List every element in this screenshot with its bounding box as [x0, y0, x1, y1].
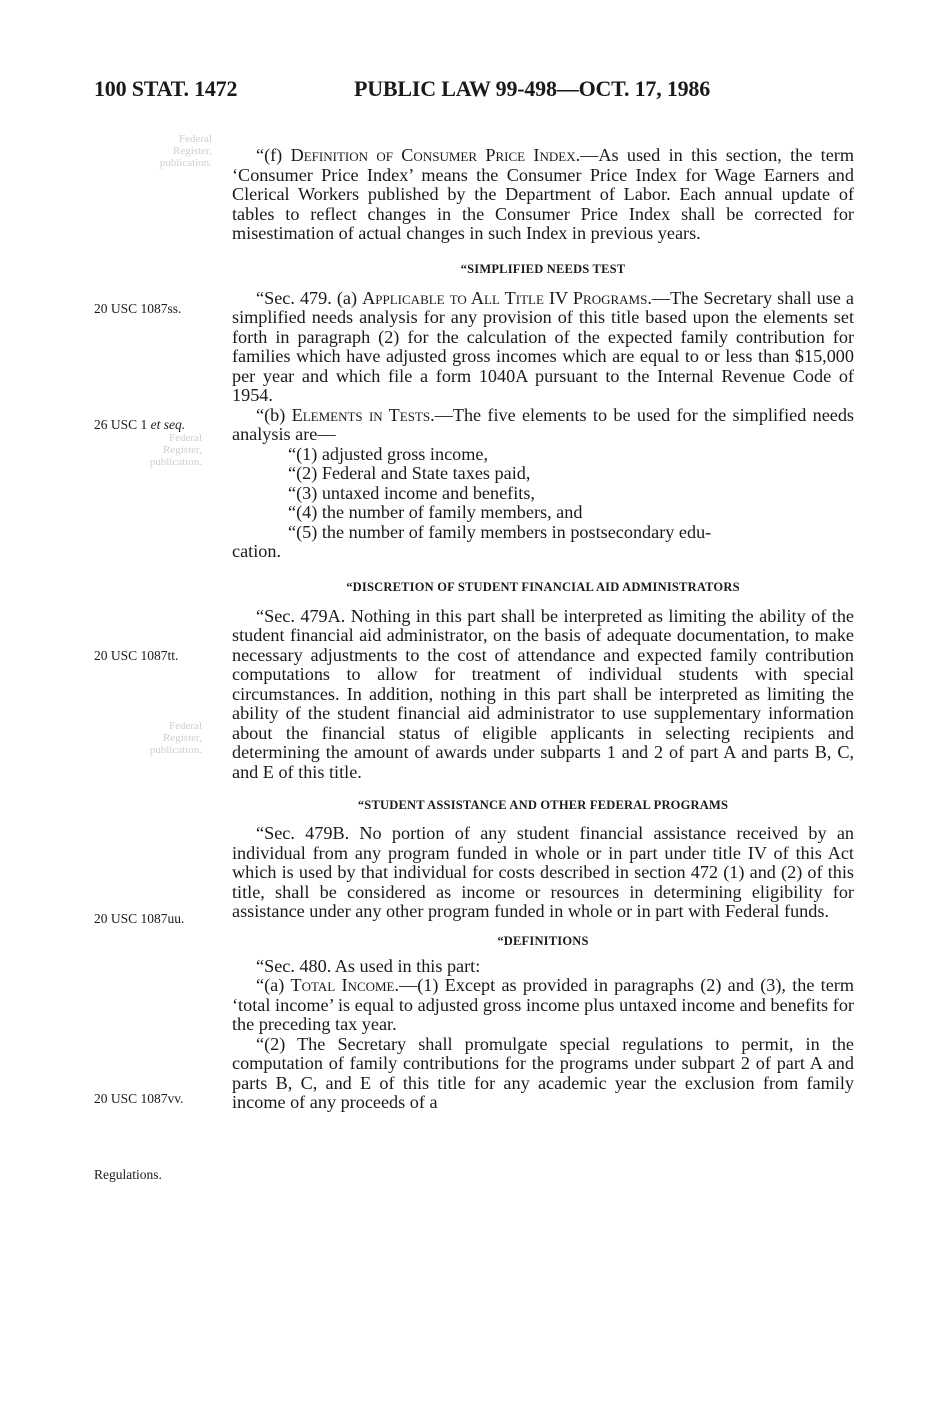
section-480-a-2: “(2) The Secretary shall promulgate special regulations to permit, in the computation of family contributions for the programs under subpart 2 of part A and parts B, C, and E of this title for any academic year the exclusion from family income of any proceeds of a: [232, 1033, 854, 1112]
section-480: “Sec. 480. As used in this part:: [256, 955, 481, 976]
caption: Applicable to All Title IV Programs.: [362, 287, 652, 308]
list-item: “(5) the number of family members in postsecondary edu- cation.: [232, 521, 712, 561]
margin-note-regulations: Regulations.: [94, 1167, 162, 1182]
list-item: “(3) untaxed income and benefits,: [288, 482, 535, 503]
section-479-b: “(b) Elements in Tests.—The five elements to be used for the simplified needs analysis are—: [232, 404, 855, 444]
margin-note-1087tt: 20 USC 1087tt.: [94, 648, 179, 663]
heading-student-assistance: “STUDENT ASSISTANCE AND OTHER FEDERAL PROGRAMS: [357, 798, 729, 812]
section-479b: “Sec. 479B. No portion of any student financial assistance received by an individual from any program funded in whole or in part under title IV of this Act which is used by that individual for costs described in section 472 (1) and (2) of this title, shall be considered as income or resources in determining eligibility for assistance under any other program funded in whole or in part with Federal funds.: [232, 823, 854, 921]
ghost-note: Federal Register, publication.: [149, 432, 202, 468]
heading-definitions: “DEFINITIONS: [497, 933, 589, 948]
public-law-title: PUBLIC LAW 99-498—OCT. 17, 1986: [354, 76, 711, 101]
paragraph-f-cpi-definition: “(f) Definition of Consumer Price Index.—As used in this section, the term ‘Consumer Price Index’ means the Consumer Price Index for Wage Earners and Clerical Workers published by the Department of Labor. Each annual update of tables to reflect changes in the Consumer Price Index shall be corrected for misestimation of actual changes in such Index in previous years.: [232, 145, 854, 243]
margin-note-1087vv: 20 USC 1087vv.: [94, 1091, 184, 1106]
margin-note-irc-cite: 26 USC 1: [94, 417, 151, 432]
section-479-a: “Sec. 479. (a) Applicable to All Title IV Programs.—The Secretary shall use a simplified needs analysis for any provision of this title based upon the elements set forth in paragraph (2) for the calculation of the expected family contribution for families which have adjusted gross incomes which are equal to or less than $15,000 per year and which file a form 1040A pursuant to the Internal Revenue Code of 1954.: [232, 287, 854, 405]
margin-note-irc-etseq: et seq.: [150, 417, 186, 432]
margin-note-1087ss: 20 USC 1087ss.: [94, 301, 182, 316]
margin-note-1087uu: 20 USC 1087uu.: [94, 911, 185, 926]
margin-note-irc: [94, 417, 185, 433]
section-479a: “Sec. 479A. Nothing in this part shall be interpreted as limiting the ability of the student financial aid administrator, on the basis of adequate documentation, to make necessary adjustments to the cost of attendance and expected family contribution computations to allow for treatment of individual students with special circumstances. In addition, nothing in this part shall be interpreted as limiting the ability of the student financial aid administrator to use supplementary information about the financial status of eligible applicants in selecting recipients and determining the amount of awards under subparts 1 and 2 of part A and parts B, C, and E of this title.: [232, 605, 854, 782]
document-body: [232, 146, 854, 1113]
list-item: “(4) the number of family members, and: [288, 502, 583, 522]
caption: Total Income.: [290, 975, 400, 995]
statute-page-number: 100 STAT. 1472: [94, 76, 238, 101]
list-item: “(2) Federal and State taxes paid,: [288, 463, 531, 483]
ghost-note: Federal Register, publication.: [149, 720, 202, 756]
heading-discretion: “DISCRETION OF STUDENT FINANCIAL AID ADMINISTRATORS: [346, 579, 740, 594]
ghost-note: Federal Register, publication.: [159, 133, 212, 169]
caption: Definition of Consumer Price Index.: [290, 145, 581, 165]
section-480-a: “(a) Total Income.—(1) Except as provided in paragraphs (2) and (3), the term ‘total income’ is equal to adjusted gross income plus untaxed income and benefits for the preceding tax year.: [232, 975, 855, 1034]
page-header: [94, 76, 754, 104]
caption: Elements in Tests.: [291, 404, 435, 425]
list-item: “(1) adjusted gross income,: [288, 443, 489, 464]
heading-simplified-needs-test: “SIMPLIFIED NEEDS TEST: [460, 261, 626, 276]
